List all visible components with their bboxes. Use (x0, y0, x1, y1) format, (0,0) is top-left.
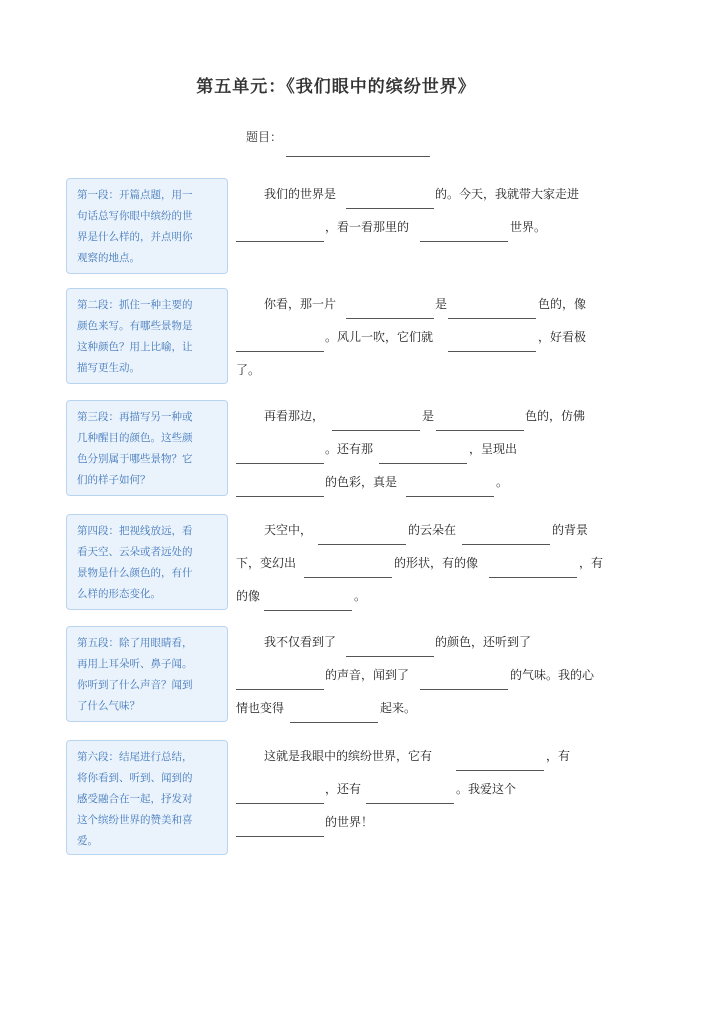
text-segment: ，呈现出 (469, 442, 518, 456)
text-segment: 的颜色，还听到了 (435, 635, 532, 649)
fill-text (236, 400, 608, 499)
hint-line: 这种颜色？用上比喻，让 (77, 341, 193, 353)
fill-text (236, 288, 608, 387)
fill-blank[interactable] (420, 659, 508, 690)
text-segment: 天空中， (264, 523, 313, 537)
text-segment: 的。今天，我就带大家走进 (435, 187, 580, 201)
fill-blank[interactable] (236, 211, 324, 242)
text-segment: ，好看极 (538, 330, 587, 344)
hint-line: 你听到了什么声音？闻到 (77, 679, 193, 691)
fill-blank[interactable] (290, 692, 378, 723)
text-segment: 起来。 (380, 701, 417, 715)
text-segment: 了。 (236, 363, 261, 377)
hint-line: 这个缤纷世界的赞美和喜 (77, 814, 193, 826)
text-segment: 我们的世界是 (264, 187, 337, 201)
fill-blank[interactable] (406, 466, 494, 497)
topic-blank[interactable] (286, 155, 430, 157)
fill-blank[interactable] (318, 514, 406, 545)
hint-line: 第四段：把视线放远，看 (77, 525, 193, 537)
text-segment: 是 (422, 409, 435, 423)
text-segment: 。我爱这个 (456, 782, 517, 796)
text-segment: 。还有那 (325, 442, 374, 456)
hint-line: 感受融合在一起，抒发对 (77, 793, 193, 805)
hint-box (66, 514, 228, 610)
text-segment: 的像 (236, 589, 261, 603)
hint-line: 第六段：结尾进行总结， (77, 751, 193, 763)
text-segment: 情也变得 (236, 701, 285, 715)
fill-blank[interactable] (236, 433, 324, 464)
hint-line: 色分别属于哪些景物？它 (77, 453, 193, 465)
hint-line: 第五段：除了用眼睛看， (77, 637, 193, 649)
page-title: 第五单元：《我们眼中的缤纷世界》 (196, 77, 476, 97)
fill-text (236, 178, 608, 244)
text-segment: 再看那边， (264, 409, 325, 423)
hint-line: 看天空、云朵或者远处的 (77, 546, 193, 558)
text-segment: 的形状，有的像 (394, 556, 479, 570)
text-segment: 。风儿一吹，它们就 (325, 330, 434, 344)
text-segment: 的气味。我的心 (510, 668, 595, 682)
fill-blank[interactable] (462, 514, 550, 545)
hint-line: 再用上耳朵听、鼻子闻。 (77, 658, 193, 670)
text-segment: 的声音，闻到了 (325, 668, 410, 682)
text-segment: ，有 (579, 556, 604, 570)
fill-blank[interactable] (236, 659, 324, 690)
fill-blank[interactable] (236, 321, 324, 352)
text-segment: 的背景 (552, 523, 589, 537)
hint-line: 观察的地点。 (77, 252, 140, 264)
text-segment: ，看一看那里的 (325, 220, 410, 234)
hint-line: 第三段：再描写另一种或 (77, 411, 193, 423)
text-segment: 。 (354, 589, 367, 603)
hint-box (66, 178, 228, 274)
text-segment: 的世界！ (325, 815, 374, 829)
fill-blank[interactable] (346, 288, 434, 319)
hint-line: 界是什么样的，并点明你 (77, 231, 193, 243)
topic-label: 题目： (246, 130, 283, 144)
fill-blank[interactable] (420, 211, 508, 242)
text-segment: 色的，仿佛 (525, 409, 586, 423)
hint-box (66, 740, 228, 855)
hint-box (66, 400, 228, 496)
hint-box (66, 288, 228, 384)
fill-blank[interactable] (448, 321, 536, 352)
fill-blank[interactable] (346, 626, 434, 657)
text-segment: ，有 (546, 749, 571, 763)
hint-line: 句话总写你眼中缤纷的世 (77, 210, 193, 222)
text-segment: 世界。 (510, 220, 547, 234)
hint-line: 第一段：开篇点题，用一 (77, 189, 193, 201)
topic-row (246, 128, 430, 145)
fill-text (236, 514, 608, 613)
fill-text (236, 740, 608, 839)
text-segment: 下，变幻出 (236, 556, 297, 570)
fill-blank[interactable] (436, 400, 524, 431)
fill-text (236, 626, 608, 725)
fill-blank[interactable] (236, 806, 324, 837)
hint-line: 景物是什么颜色的，有什 (77, 567, 193, 579)
fill-blank[interactable] (489, 547, 577, 578)
text-segment: 的色彩，真是 (325, 475, 398, 489)
hint-line: 们的样子如何？ (77, 474, 151, 486)
hint-line: 颜色来写。有哪些景物是 (77, 320, 193, 332)
fill-blank[interactable] (236, 466, 324, 497)
text-segment: ，还有 (325, 782, 362, 796)
fill-blank[interactable] (304, 547, 392, 578)
hint-line: 第二段：抓住一种主要的 (77, 299, 193, 311)
text-segment: 我不仅看到了 (264, 635, 337, 649)
text-segment: 的云朵在 (408, 523, 457, 537)
fill-blank[interactable] (456, 740, 544, 771)
fill-blank[interactable] (264, 580, 352, 611)
fill-blank[interactable] (236, 773, 324, 804)
fill-blank[interactable] (448, 288, 536, 319)
hint-line: 几种醒目的颜色。这些颜 (77, 432, 193, 444)
hint-line: 描写更生动。 (77, 362, 140, 374)
fill-blank[interactable] (366, 773, 454, 804)
hint-line: 么样的形态变化。 (77, 588, 161, 600)
hint-line: 爱。 (77, 835, 98, 847)
text-segment: 色的，像 (538, 297, 587, 311)
hint-line: 将你看到、听到、闻到的 (77, 772, 193, 784)
text-segment: 这就是我眼中的缤纷世界，它有 (264, 749, 433, 763)
text-segment: 你看，那一片 (264, 297, 337, 311)
fill-blank[interactable] (379, 433, 467, 464)
fill-blank[interactable] (332, 400, 420, 431)
hint-box (66, 626, 228, 722)
fill-blank[interactable] (346, 178, 434, 209)
text-segment: 是 (435, 297, 448, 311)
hint-line: 了什么气味？ (77, 700, 140, 712)
text-segment: 。 (496, 475, 509, 489)
